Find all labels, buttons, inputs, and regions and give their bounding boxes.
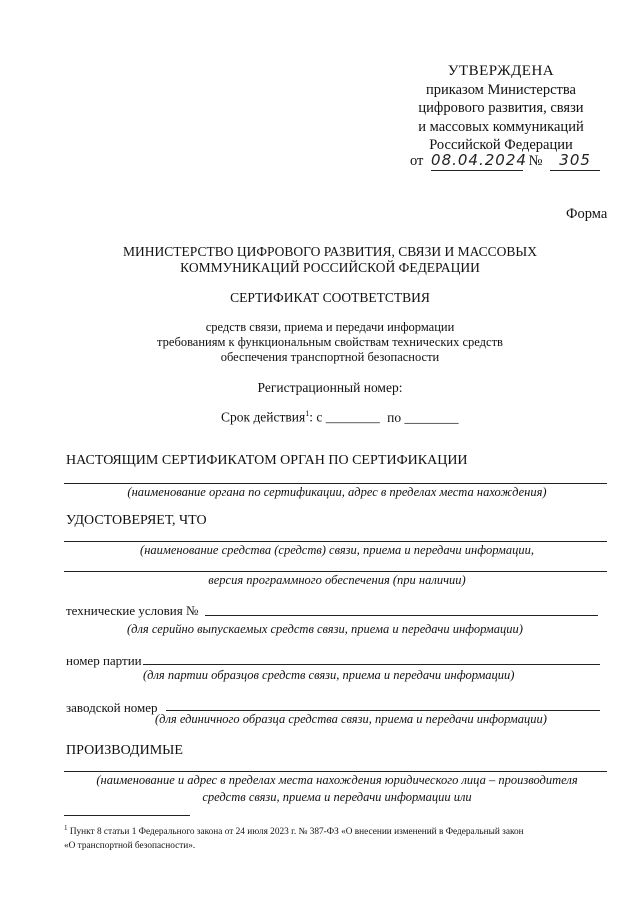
footnote-line-2: «О транспортной безопасности». [64,841,196,852]
number-sign: № [528,153,543,169]
tech-conditions-line [205,615,598,616]
serial-line [166,710,600,711]
batch-line [143,664,600,665]
means-hint: (наименование средства (средств) связи, приема и передачи информации, [140,543,534,557]
organ-hint: (наименование органа по сертификации, адрес в пределах места нахождения) [127,485,547,499]
registration-number-label: Регистрационный номер: [257,380,403,395]
produced-heading: ПРОИЗВОДИМЫЕ [66,743,183,758]
serial-hint: (для единичного образца средства связи, приема и передачи информации) [155,712,547,726]
tech-conditions-label: технические условия № [66,603,199,618]
tech-conditions-hint: (для серийно выпускаемых средств связи, приема и передачи информации) [127,622,523,636]
organ-field-line [64,483,607,484]
subject-line-3: обеспечения транспортной безопасности [220,350,440,364]
batch-hint: (для партии образцов средств связи, приема и передачи информации) [143,668,515,682]
approval-block [395,62,607,155]
approval-number: 305 [550,151,600,171]
approval-line: приказом Министерства [426,81,576,98]
footnote-mark: 1 [64,824,68,832]
date-prefix: от [410,153,424,169]
approval-title: УТВЕРЖДЕНА [447,63,555,79]
footnote [64,821,524,853]
certifies-heading: УДОСТОВЕРЯЕТ, ЧТО [66,513,207,528]
certificate-title: СЕРТИФИКАТ СООТВЕТСТВИЯ [230,290,430,305]
ministry-line-1: МИНИСТЕРСТВО ЦИФРОВОГО РАЗВИТИЯ, СВЯЗИ И МАССОВЫХ [123,244,537,259]
validity-to: по ________ [387,409,459,425]
footnote-line-1 [64,821,524,839]
validity-from: : с ________ [309,409,380,425]
producer-field-line [64,771,607,772]
means-field-line [64,541,607,542]
batch-label: номер партии [66,653,142,668]
approval-date: 08.04.2024 [431,151,527,169]
form-label: Форма [566,206,608,222]
footnote-text-1: Пункт 8 статьи 1 Федерального закона от 24 июля 2023 г. № 387-ФЗ «О внесении изменений в Федеральный закон [67,827,524,838]
subject-line-2: требованиям к функциональным свойствам технических средств [157,335,503,349]
ministry-line-2: КОММУНИКАЦИЙ РОССИЙСКОЙ ФЕДЕРАЦИИ [180,260,480,275]
software-field-line [64,571,607,572]
approval-line: и массовых коммуникаций [418,118,584,135]
producer-hint-line-2: средств связи, приема и передачи информации или [202,790,472,804]
footnote-ref: 1 [305,409,310,418]
producer-hint-line-1: (наименование и адрес в пределах места нахождения юридического лица – производителя [96,773,578,787]
approval-line: цифрового развития, связи [418,100,584,116]
approval-date-row [410,151,600,171]
software-hint: версия программного обеспечения (при наличии) [208,573,466,587]
subject-line-1: средств связи, приема и передачи информации [205,320,455,334]
organ-heading: НАСТОЯЩИМ СЕРТИФИКАТОМ ОРГАН ПО СЕРТИФИКАЦИИ [66,453,468,468]
validity-row [221,409,458,426]
serial-label: заводской номер [66,700,158,715]
footnote-separator [64,815,190,816]
validity-label: Срок действия [221,409,306,425]
approval-line: Российской Федерации [429,137,573,153]
